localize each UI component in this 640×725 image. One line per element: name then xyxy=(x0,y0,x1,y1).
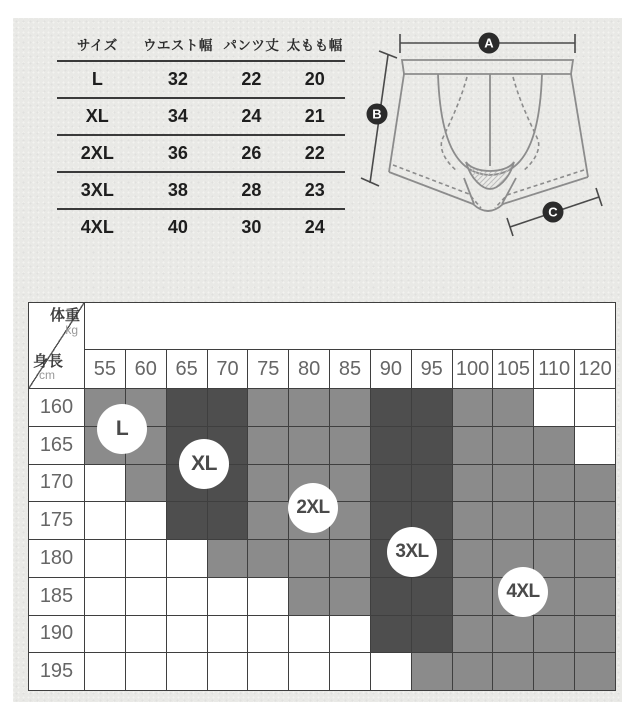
matrix-cell xyxy=(575,578,615,615)
height-row-header: 170 xyxy=(29,465,84,502)
waist-value: 34 xyxy=(167,106,188,126)
weight-col-header: 90 xyxy=(371,350,411,388)
weight-axis-label: 体重 xyxy=(49,307,80,324)
matrix-cell xyxy=(248,540,288,577)
matrix-cell xyxy=(453,653,493,690)
size-badge-4xl: 4XL xyxy=(498,567,548,617)
matrix-cell xyxy=(453,389,493,426)
size-table-row xyxy=(57,98,345,135)
matrix-cell xyxy=(453,427,493,464)
waist-value: 36 xyxy=(167,143,188,163)
length-value: 24 xyxy=(241,106,262,126)
size-label: L xyxy=(91,69,103,89)
matrix-cell xyxy=(575,427,615,464)
height-row-header: 175 xyxy=(29,502,84,539)
matrix-cell xyxy=(248,578,288,615)
height-row-header: 195 xyxy=(29,653,84,690)
matrix-cell xyxy=(575,616,615,653)
col-header-waist: ウエスト幅 xyxy=(138,28,219,61)
thigh-value: 22 xyxy=(304,143,325,163)
matrix-cell xyxy=(126,540,166,577)
boxer-measure-diagram xyxy=(360,28,620,258)
matrix-cell xyxy=(493,465,533,502)
matrix-corner-cell xyxy=(29,303,84,388)
matrix-cell xyxy=(493,616,533,653)
matrix-cell xyxy=(453,578,493,615)
matrix-cell xyxy=(289,616,329,653)
matrix-cell xyxy=(85,540,125,577)
size-badge-xl: XL xyxy=(179,439,229,489)
matrix-cell xyxy=(330,427,370,464)
matrix-cell xyxy=(575,389,615,426)
matrix-cell xyxy=(330,540,370,577)
weight-col-header: 75 xyxy=(248,350,288,388)
matrix-cell xyxy=(330,465,370,502)
height-row-header: 160 xyxy=(29,389,84,426)
matrix-cell xyxy=(167,616,207,653)
thigh-value: 20 xyxy=(304,69,325,89)
matrix-cell xyxy=(85,578,125,615)
size-label: 2XL xyxy=(80,143,114,163)
matrix-cell xyxy=(371,616,411,653)
matrix-cell xyxy=(289,578,329,615)
matrix-cell xyxy=(126,653,166,690)
size-table-header-row xyxy=(57,28,345,61)
matrix-cell xyxy=(412,578,452,615)
matrix-cell xyxy=(85,653,125,690)
size-badge-l: L xyxy=(97,404,147,454)
col-header-thigh: 太もも幅 xyxy=(284,28,345,61)
matrix-cell xyxy=(167,389,207,426)
matrix-cell xyxy=(493,389,533,426)
matrix-cell xyxy=(493,653,533,690)
weight-col-header: 95 xyxy=(412,350,452,388)
matrix-cell xyxy=(575,540,615,577)
weight-col-header: 85 xyxy=(330,350,370,388)
matrix-cell xyxy=(248,616,288,653)
matrix-cell xyxy=(330,616,370,653)
size-label: 3XL xyxy=(80,180,114,200)
weight-col-header: 120 xyxy=(575,350,615,388)
height-row-header: 165 xyxy=(29,427,84,464)
size-table-row xyxy=(57,135,345,172)
size-table-row xyxy=(57,61,345,98)
matrix-cell xyxy=(534,427,574,464)
weight-col-header: 55 xyxy=(85,350,125,388)
length-value: 22 xyxy=(241,69,262,89)
weight-col-header: 60 xyxy=(126,350,166,388)
matrix-cell xyxy=(208,502,248,539)
matrix-cell xyxy=(248,427,288,464)
matrix-cell xyxy=(167,502,207,539)
matrix-cell xyxy=(534,540,574,577)
matrix-cell xyxy=(371,578,411,615)
matrix-cell xyxy=(412,427,452,464)
size-table-row xyxy=(57,172,345,209)
size-label: XL xyxy=(85,106,109,126)
size-matrix xyxy=(28,302,616,691)
matrix-cell xyxy=(534,389,574,426)
weight-col-header: 80 xyxy=(289,350,329,388)
weight-col-header: 65 xyxy=(167,350,207,388)
content-panel xyxy=(13,18,622,702)
matrix-cell xyxy=(371,389,411,426)
matrix-cell xyxy=(330,389,370,426)
matrix-cell xyxy=(330,653,370,690)
matrix-cell xyxy=(371,653,411,690)
length-value: 30 xyxy=(241,217,262,237)
matrix-cell xyxy=(289,540,329,577)
matrix-cell xyxy=(412,653,452,690)
matrix-cell xyxy=(248,389,288,426)
matrix-cell xyxy=(412,616,452,653)
badge-b-label: B xyxy=(372,106,382,122)
size-badge-2xl: 2XL xyxy=(288,483,338,533)
size-badge-3xl: 3XL xyxy=(387,527,437,577)
matrix-cell xyxy=(248,502,288,539)
matrix-cell xyxy=(330,578,370,615)
matrix-cell xyxy=(126,578,166,615)
matrix-cell xyxy=(575,502,615,539)
size-table-row xyxy=(57,209,345,245)
matrix-cell xyxy=(371,427,411,464)
height-axis-label: 身長 xyxy=(33,352,64,370)
matrix-cell xyxy=(167,578,207,615)
size-spec-table xyxy=(57,28,345,245)
matrix-cell xyxy=(208,616,248,653)
height-axis-unit: cm xyxy=(39,368,55,383)
col-header-length: パンツ丈 xyxy=(218,28,284,61)
thigh-value: 23 xyxy=(304,180,325,200)
matrix-cell xyxy=(289,389,329,426)
matrix-cell xyxy=(85,502,125,539)
thigh-value: 21 xyxy=(304,106,325,126)
matrix-cell xyxy=(289,427,329,464)
matrix-cell xyxy=(85,465,125,502)
matrix-cell xyxy=(248,465,288,502)
weight-axis-unit: kg xyxy=(65,322,78,337)
matrix-cell xyxy=(575,465,615,502)
weight-col-header: 105 xyxy=(493,350,533,388)
length-value: 26 xyxy=(241,143,262,163)
matrix-cell xyxy=(534,502,574,539)
matrix-cell xyxy=(575,653,615,690)
matrix-cell xyxy=(167,653,207,690)
matrix-cell xyxy=(208,578,248,615)
matrix-cell xyxy=(453,502,493,539)
matrix-cell xyxy=(85,616,125,653)
matrix-cell xyxy=(453,465,493,502)
matrix-cell xyxy=(208,389,248,426)
waist-value: 32 xyxy=(167,69,188,89)
matrix-cell xyxy=(208,653,248,690)
weight-col-header: 110 xyxy=(534,350,574,388)
weight-col-header: 70 xyxy=(208,350,248,388)
matrix-cell xyxy=(453,616,493,653)
matrix-cell xyxy=(534,465,574,502)
boxer-outline xyxy=(389,60,588,211)
matrix-cell xyxy=(126,616,166,653)
waist-value: 40 xyxy=(167,217,188,237)
height-row-header: 185 xyxy=(29,578,84,615)
matrix-cell xyxy=(167,540,207,577)
thigh-value: 24 xyxy=(304,217,325,237)
waist-value: 38 xyxy=(167,180,188,200)
weight-col-header: 100 xyxy=(453,350,493,388)
matrix-cell xyxy=(493,427,533,464)
size-label: 4XL xyxy=(80,217,114,237)
matrix-cell xyxy=(412,465,452,502)
matrix-cell xyxy=(289,653,329,690)
height-row-header: 190 xyxy=(29,616,84,653)
matrix-cell xyxy=(534,653,574,690)
matrix-cell xyxy=(534,616,574,653)
matrix-cell xyxy=(126,502,166,539)
badge-a-label: A xyxy=(484,35,494,51)
matrix-cell xyxy=(412,389,452,426)
matrix-cell xyxy=(493,502,533,539)
height-row-header: 180 xyxy=(29,540,84,577)
matrix-cell xyxy=(208,540,248,577)
matrix-header-strip xyxy=(85,303,615,349)
matrix-cell xyxy=(248,653,288,690)
matrix-cell xyxy=(126,465,166,502)
length-value: 28 xyxy=(241,180,262,200)
badge-c-label: C xyxy=(548,204,558,220)
matrix-cell xyxy=(453,540,493,577)
matrix-cell xyxy=(371,465,411,502)
col-header-size: サイズ xyxy=(57,28,138,61)
